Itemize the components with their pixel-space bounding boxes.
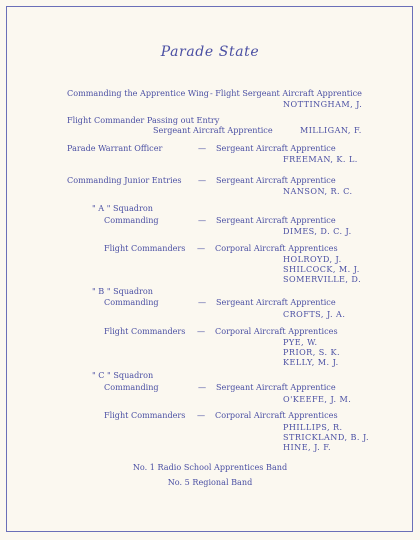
page-title: Parade State [160,44,260,60]
passing-out-rank: Sergeant Aircraft Apprentice [153,125,273,135]
squadron-c-fc-name: HINE, J. F. [283,442,332,452]
band-line: No. 1 Radio School Apprentices Band [132,462,288,472]
junior-label: Commanding Junior Entries [67,175,182,185]
passing-out-name: MILLIGAN, F. [300,125,362,135]
squadron-a-commanding-rank: Sergeant Aircraft Apprentice [216,215,336,225]
squadron-c-fc-name: PHILLIPS, R. [283,422,343,432]
squadron-c-fc-rank: Corporal Aircraft Apprentices [215,410,338,420]
squadron-a-heading: " A " Squadron [92,203,153,213]
squadron-a-fc-dash: — [197,243,206,253]
wing-rank: - Flight Sergeant Aircraft Apprentice [210,88,362,98]
squadron-b-fc-name: PYE, W. [283,337,318,347]
squadron-b-commanding-name: CROFTS, J. A. [283,309,346,319]
wing-name: NOTTINGHAM, J. [283,99,363,109]
squadron-b-commanding-rank: Sergeant Aircraft Apprentice [216,297,336,307]
junior-dash: — [198,175,207,185]
squadron-a-commanding-name: DIMES, D. C. J. [283,226,352,236]
squadron-c-fc-dash: — [197,410,206,420]
squadron-c-fc-label: Flight Commanders [104,410,186,420]
squadron-a-commanding-label: Commanding [104,215,159,225]
squadron-a-fc-label: Flight Commanders [104,243,186,253]
squadron-c-commanding-name: O'KEEFE, J. M. [283,394,352,404]
squadron-b-fc-dash: — [197,326,206,336]
squadron-b-fc-name: KELLY, M. J. [283,357,339,367]
squadron-b-fc-name: PRIOR, S. K. [283,347,341,357]
junior-name: NANSON, R. C. [283,186,353,196]
squadron-b-heading: " B " Squadron [92,286,154,296]
junior-rank: Sergeant Aircraft Apprentice [216,175,336,185]
squadron-a-fc-name: SHILCOCK, M. J. [283,264,360,274]
band-line: No. 5 Regional Band [167,477,253,487]
squadron-b-fc-label: Flight Commanders [104,326,186,336]
squadron-a-fc-name: SOMERVILLE, D. [283,274,362,284]
squadron-c-heading: " C " Squadron [92,370,154,380]
squadron-c-commanding-dash: — [198,382,207,392]
passing-out-label: Flight Commander Passing out Entry [67,115,220,125]
squadron-c-commanding-label: Commanding [104,382,159,392]
squadron-c-fc-name: STRICKLAND, B. J. [283,432,370,442]
squadron-b-fc-rank: Corporal Aircraft Apprentices [215,326,338,336]
squadron-b-commanding-dash: — [198,297,207,307]
warrant-name: FREEMAN, K. L. [283,154,358,164]
squadron-c-commanding-rank: Sergeant Aircraft Apprentice [216,382,336,392]
warrant-rank: Sergeant Aircraft Apprentice [216,143,336,153]
wing-label: Commanding the Apprentice Wing [67,88,209,98]
squadron-b-commanding-label: Commanding [104,297,159,307]
warrant-dash: — [198,143,207,153]
squadron-a-fc-rank: Corporal Aircraft Apprentices [215,243,338,253]
squadron-a-fc-name: HOLROYD, J. [283,254,342,264]
warrant-label: Parade Warrant Officer [67,143,163,153]
squadron-a-commanding-dash: — [198,215,207,225]
